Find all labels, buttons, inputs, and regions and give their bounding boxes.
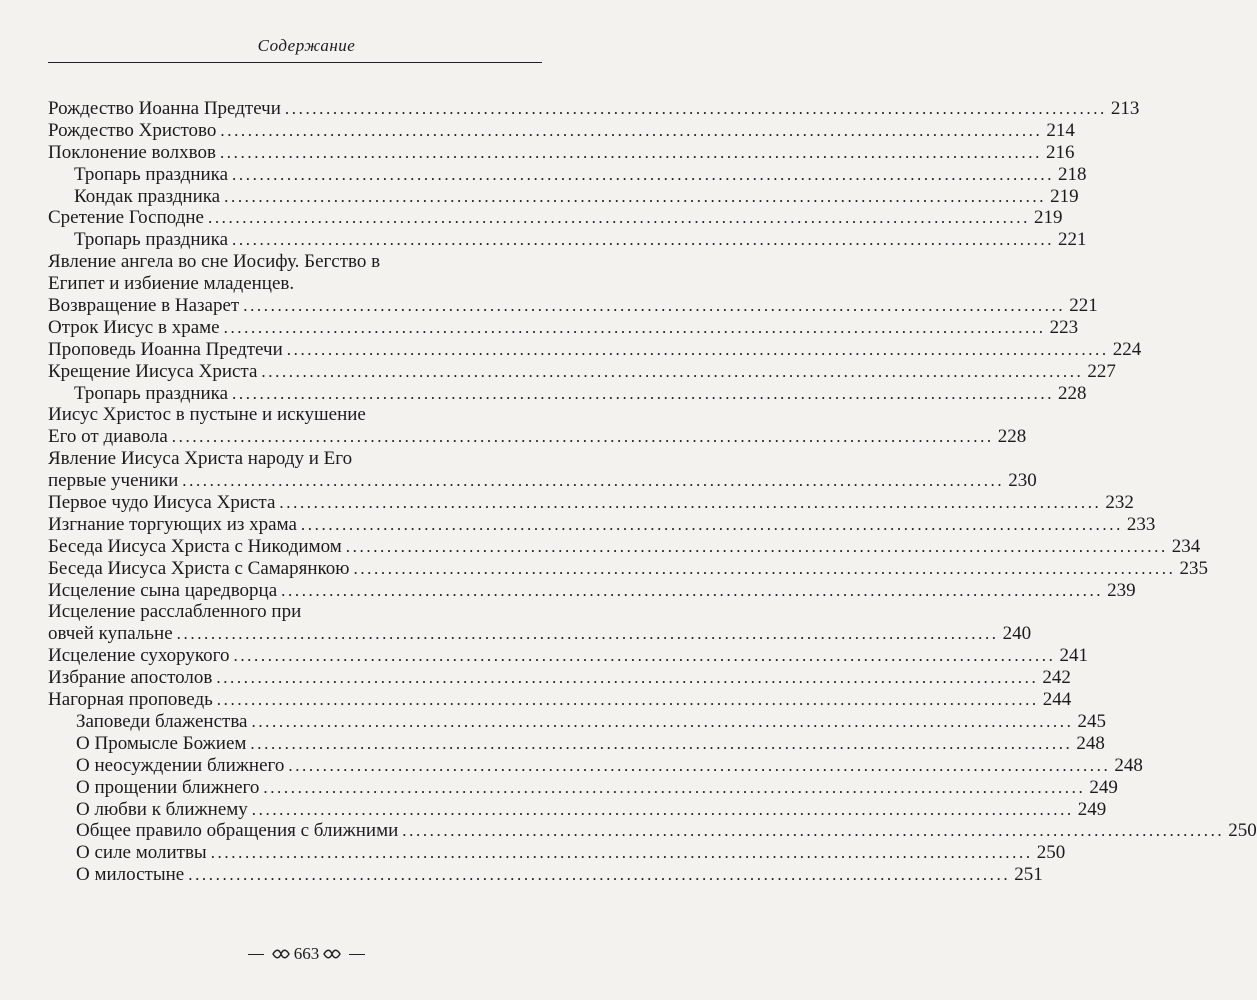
running-header-title: Содержание bbox=[257, 36, 356, 55]
dot-leader: ........................................................................................................................ bbox=[176, 624, 999, 644]
toc-entry bbox=[48, 207, 1063, 229]
dot-leader: ........................................................................................................................ bbox=[284, 99, 1107, 118]
toc-entry-title: Крещение Иисуса Христа bbox=[48, 360, 258, 382]
toc-entry-title: первые ученики bbox=[48, 470, 179, 492]
dot-leader: ........................................................................................................................ bbox=[233, 646, 1056, 666]
toc-entry-title: Сретение Господне bbox=[48, 207, 204, 229]
dot-leader: ........................................................................................................................ bbox=[219, 142, 1042, 162]
toc-entry bbox=[48, 492, 1134, 514]
toc-entry-title: Изгнание торгующих из храма bbox=[48, 513, 297, 535]
dot-leader: ........................................................................................................................ bbox=[232, 164, 1055, 184]
toc-entry-page: 219 bbox=[1033, 207, 1063, 229]
toc-entry-page: 216 bbox=[1045, 141, 1075, 163]
toc-entry-title: Проповедь Иоанна Предтечи bbox=[48, 338, 283, 360]
toc-entry bbox=[48, 295, 1098, 317]
toc-entry-title: О любви к ближнему bbox=[76, 798, 248, 820]
toc-entry-page: 221 bbox=[1058, 229, 1087, 251]
toc-entry-title: Беседа Иисуса Христа с Самарянкою bbox=[48, 557, 350, 579]
toc-entry-title: Иисус Христос в пустыне и искушение bbox=[48, 404, 366, 426]
toc-entry-page: 218 bbox=[1058, 163, 1087, 185]
toc-entry bbox=[48, 842, 1066, 864]
dot-leader: ........................................................................................................................ bbox=[286, 339, 1109, 359]
dot-leader: ........................................................................................................................ bbox=[232, 383, 1055, 403]
toc-entry-title: О силе молитвы bbox=[76, 842, 207, 864]
toc-entry bbox=[48, 710, 1106, 733]
toc-entry-title: Исцеление сухорукого bbox=[48, 645, 230, 667]
toc-entry-title: Исцеление расслабленного при bbox=[48, 601, 302, 623]
toc-entry-page: 235 bbox=[1179, 557, 1208, 579]
toc-entry-title: О неосуждении ближнего bbox=[76, 754, 285, 776]
dot-leader: ........................................................................................................................ bbox=[263, 777, 1086, 797]
toc-entry-page: 234 bbox=[1171, 535, 1201, 557]
dot-leader: ........................................................................................................................ bbox=[171, 427, 994, 447]
toc-entry-title: Общее правило обращения с ближними bbox=[76, 820, 399, 842]
toc-entry bbox=[48, 754, 1143, 777]
toc-entry-page: 240 bbox=[1002, 623, 1032, 645]
toc-entry bbox=[48, 141, 1075, 164]
header-rule bbox=[48, 62, 542, 63]
toc-entry-page: 224 bbox=[1112, 338, 1142, 360]
toc-entry-title: О Промысле Божием bbox=[76, 732, 247, 754]
dot-leader: ........................................................................................................................ bbox=[353, 558, 1176, 578]
toc-entry bbox=[48, 404, 542, 426]
toc-entry-title: Избрание апостолов bbox=[48, 667, 213, 689]
toc-entry-title: Заповеди блаженства bbox=[76, 710, 248, 732]
toc-entry-page: 249 bbox=[1077, 798, 1107, 820]
toc-entry-title: Возвращение в Назарет bbox=[48, 295, 240, 317]
toc-entry bbox=[48, 448, 542, 470]
toc-entry bbox=[48, 579, 1136, 602]
toc-entry bbox=[48, 557, 1208, 580]
toc-entry bbox=[48, 864, 1043, 886]
toc-entry-title: Его от диавола bbox=[48, 426, 168, 448]
toc-entry-page: 228 bbox=[1058, 382, 1087, 404]
toc-entry-title: Поклонение волхвов bbox=[48, 141, 216, 163]
toc-entry bbox=[48, 623, 1032, 645]
toc-entry-title: Исцеление сына царедворца bbox=[48, 579, 278, 601]
toc-entry-title: Нагорная проповедь bbox=[48, 689, 213, 711]
toc-entry-title: Тропарь праздника bbox=[74, 229, 229, 251]
toc-entry bbox=[48, 667, 1071, 689]
toc-entry-page: 213 bbox=[1110, 98, 1140, 119]
dot-leader: ........................................................................................................................ bbox=[223, 317, 1046, 337]
toc-entry bbox=[48, 338, 1142, 361]
toc-entry bbox=[48, 229, 1087, 251]
toc-entry-page: 227 bbox=[1087, 360, 1116, 382]
dot-leader: ........................................................................................................................ bbox=[243, 296, 1066, 316]
toc-entry bbox=[48, 535, 1201, 558]
page-number: 663 bbox=[293, 944, 320, 963]
toc-entry-page: 214 bbox=[1046, 119, 1075, 141]
toc-entry-title: овчей купальне bbox=[48, 623, 173, 645]
dot-leader: ........................................................................................................................ bbox=[402, 821, 1225, 841]
toc-entry-title: Рождество Иоанна Предтечи bbox=[48, 98, 281, 119]
toc-entry bbox=[48, 689, 1072, 711]
toc-entry-page: 250 bbox=[1228, 820, 1257, 842]
toc-entry bbox=[48, 776, 1118, 799]
toc-entry-title: Явление ангела во сне Иосифу. Бегство в bbox=[48, 251, 381, 273]
toc-entry-title: Отрок Иисус в храме bbox=[48, 316, 220, 338]
toc-entry bbox=[48, 251, 542, 273]
knot-ornament-icon bbox=[272, 948, 290, 960]
footer-dash-right bbox=[349, 954, 365, 955]
toc-entry bbox=[48, 426, 1027, 448]
toc-entry-page: 244 bbox=[1042, 689, 1072, 711]
toc-entry-title: Кондак праздника bbox=[74, 185, 221, 207]
toc-entry bbox=[48, 119, 1075, 142]
toc-entry-page: 223 bbox=[1049, 316, 1079, 338]
toc-entry-title: Явление Иисуса Христа народу и Его bbox=[48, 448, 353, 470]
toc-entry-title: Египет и избиение младенцев. bbox=[48, 273, 295, 295]
toc-entry-title: Беседа Иисуса Христа с Никодимом bbox=[48, 535, 342, 557]
toc-entry-page: 248 bbox=[1114, 754, 1143, 776]
toc-entry bbox=[48, 163, 1087, 186]
knot-ornament-icon bbox=[323, 948, 341, 960]
toc-entry bbox=[48, 798, 1107, 821]
page-footer bbox=[0, 944, 613, 964]
dot-leader: ........................................................................................................................ bbox=[251, 799, 1074, 819]
dot-leader: ........................................................................................................................ bbox=[300, 514, 1123, 534]
toc-entry bbox=[48, 732, 1105, 755]
toc-entry-page: 232 bbox=[1105, 492, 1134, 514]
dot-leader: ........................................................................................................................ bbox=[182, 471, 1005, 491]
dot-leader: ........................................................................................................................ bbox=[281, 580, 1104, 600]
dot-leader: ........................................................................................................................ bbox=[345, 536, 1168, 556]
table-of-contents bbox=[48, 98, 1257, 886]
toc-entry-title: Тропарь праздника bbox=[74, 382, 229, 404]
toc-entry bbox=[48, 470, 1037, 492]
toc-entry bbox=[48, 820, 1257, 842]
dot-leader: ........................................................................................................................ bbox=[216, 690, 1039, 710]
toc-entry bbox=[48, 98, 1140, 120]
toc-entry bbox=[48, 273, 542, 295]
toc-entry-page: 250 bbox=[1036, 842, 1066, 864]
dot-leader: ........................................................................................................................ bbox=[261, 361, 1084, 381]
dot-leader: ........................................................................................................................ bbox=[224, 186, 1047, 206]
toc-entry-page: 242 bbox=[1042, 667, 1071, 689]
toc-entry bbox=[48, 316, 1079, 339]
toc-entry-title: О милостыне bbox=[76, 864, 185, 886]
toc-entry bbox=[48, 513, 1156, 536]
toc-entry-page: 239 bbox=[1107, 579, 1136, 601]
dot-leader: ........................................................................................................................ bbox=[232, 230, 1055, 250]
toc-entry-title: Рождество Христово bbox=[48, 119, 217, 141]
footer-dash-left bbox=[248, 954, 264, 955]
dot-leader: ........................................................................................................................ bbox=[216, 668, 1039, 688]
toc-entry-title: Первое чудо Иисуса Христа bbox=[48, 492, 276, 514]
toc-entry-page: 221 bbox=[1069, 295, 1098, 317]
toc-entry bbox=[48, 645, 1088, 667]
dot-leader: ........................................................................................................................ bbox=[207, 208, 1030, 228]
dot-leader: ........................................................................................................................ bbox=[188, 865, 1011, 885]
toc-entry bbox=[48, 360, 1116, 383]
dot-leader: ........................................................................................................................ bbox=[251, 711, 1074, 731]
toc-entry-page: 230 bbox=[1008, 470, 1037, 492]
dot-leader: ........................................................................................................................ bbox=[288, 755, 1111, 775]
dot-leader: ........................................................................................................................ bbox=[220, 120, 1043, 140]
toc-entry-page: 251 bbox=[1014, 864, 1043, 886]
toc-entry bbox=[48, 185, 1079, 208]
dot-leader: ........................................................................................................................ bbox=[279, 493, 1102, 513]
toc-entry-page: 233 bbox=[1126, 513, 1156, 535]
toc-entry-page: 249 bbox=[1089, 776, 1118, 798]
toc-entry-page: 228 bbox=[997, 426, 1027, 448]
toc-entry bbox=[48, 382, 1087, 405]
toc-entry-page: 241 bbox=[1059, 645, 1088, 667]
toc-entry bbox=[48, 601, 542, 623]
toc-entry-page: 248 bbox=[1076, 732, 1105, 754]
dot-leader: ........................................................................................................................ bbox=[210, 843, 1033, 863]
toc-entry-title: Тропарь праздника bbox=[74, 163, 229, 185]
toc-entry-page: 219 bbox=[1050, 185, 1079, 207]
dot-leader: ........................................................................................................................ bbox=[250, 733, 1073, 753]
toc-entry-title: О прощении ближнего bbox=[76, 776, 260, 798]
toc-entry-page: 245 bbox=[1077, 710, 1106, 732]
